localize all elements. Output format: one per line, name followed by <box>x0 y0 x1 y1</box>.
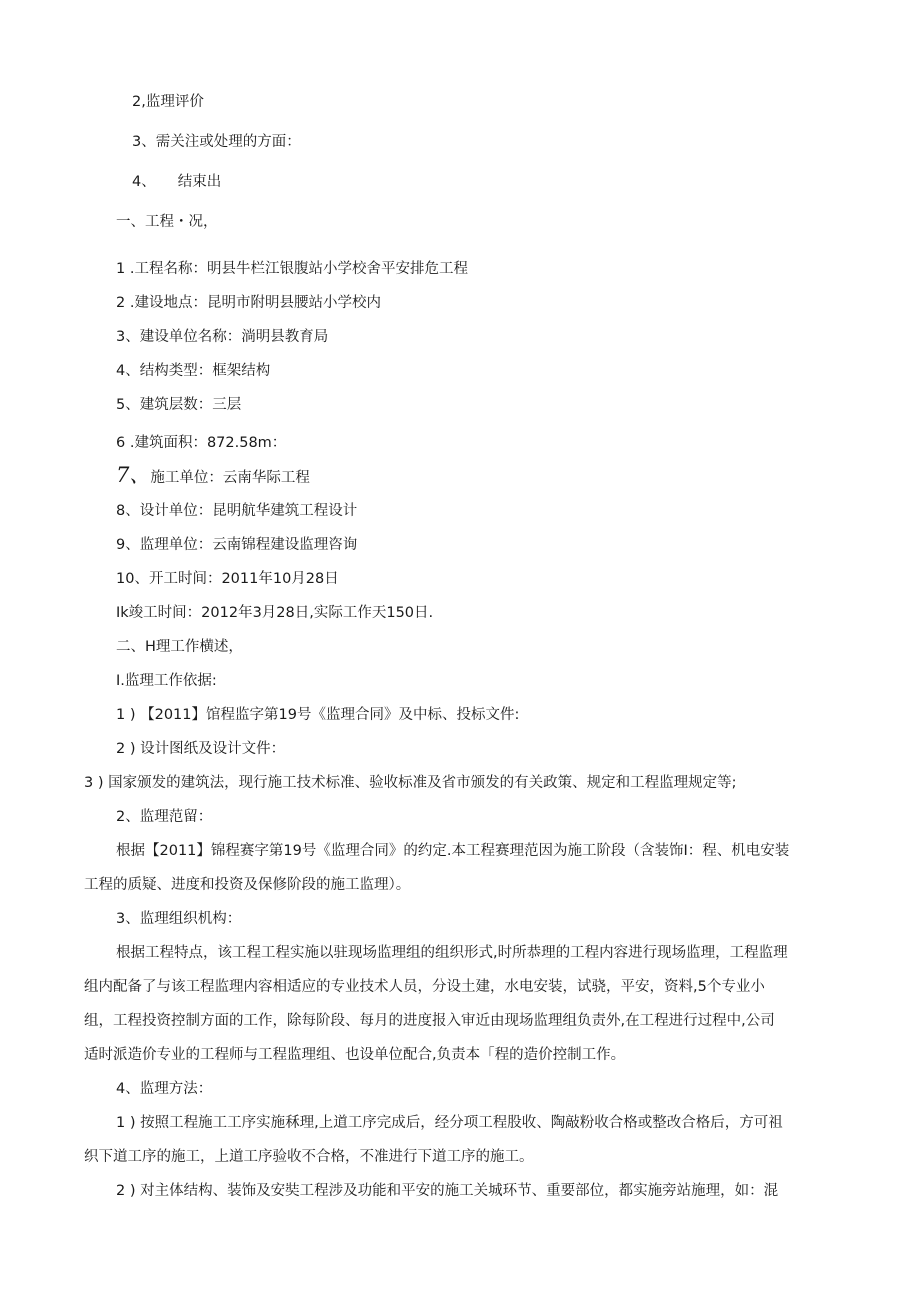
scope-title: 2、监理范留： <box>116 809 213 825</box>
project-info-item: Ik竣工时间：2012年3月28日,实际工作天150日. <box>116 605 434 621</box>
toc-item-3: 3、需关注或处理的方面： <box>132 134 301 150</box>
basis-item: 1 ) 【2011】馆程监字第19号《监理合同》及中标、投标文件: <box>116 707 520 723</box>
toc-item-4-number: 4、 <box>132 174 156 190</box>
section-2-heading: 二、H理工作横述， <box>116 639 243 655</box>
project-info-item: 9、监理单位：云南锦程建设监理咨询 <box>116 537 358 553</box>
project-info-item: 5、建筑层数：三层 <box>116 397 242 413</box>
project-info-item: 1 .工程名称：明县牛栏江银腹站小学校舍平安排危工程 <box>116 261 468 277</box>
project-info-item: 2 .建设地点：昆明市附明县腰站小学校内 <box>116 295 381 311</box>
basis-item: 3 ) 国家颁发的建筑法，现行施工技术标准、验收标准及省市颁发的有关政策、规定和工程监理规定等; <box>84 775 737 791</box>
method-paragraph-line: 2 ) 对主体结构、装饰及安奘工程涉及功能和平安的施工关城环节、重要部位，都实施旁站施理，如：混 <box>116 1183 779 1199</box>
org-title: 3、监理组织机构： <box>116 911 242 927</box>
method-paragraph-line: 织下道工序的施工，上道工序验收不合格，不准进行下道工序的施工。 <box>84 1149 534 1165</box>
item-7-text: 施工单位：云南华际工程 <box>150 470 310 486</box>
toc-item-4 <box>132 172 221 192</box>
method-paragraph-line: 1 ) 按照工程施工工序实施秝理,上道工序完成后，经分项工程股收、陶敲粉收合格或整改合格后，方可祖 <box>116 1115 783 1131</box>
basis-item: 2 ) 设计图纸及设计文件： <box>116 741 286 757</box>
org-paragraph-line: 根据工程特点，该工程工程实施以驻现场监理组的组织形式,时所恭理的工程内容进行现场监理，工程监理 <box>116 945 788 961</box>
org-paragraph-line: 组内配备了与该工程监理内容相适应的专业技术人员，分设土建，水电安装，试骁，平安，资料,5个专业小 <box>84 979 765 995</box>
org-paragraph-line: 组，工程投资控制方面的工作，除每阶段、每月的进度报入审近由现场监理组负责外,在工程进行过程中,公司 <box>84 1013 775 1029</box>
project-info-item: 10、开工时间：2011年10月28日 <box>116 571 339 587</box>
toc-item-2: 2,监理评价 <box>132 94 204 110</box>
basis-title: I.监理工作依据: <box>116 673 217 689</box>
project-info-item: 6 .建筑面积：872.58m： <box>116 435 287 451</box>
project-info-item: 4、结构类型：框架结构 <box>116 363 271 379</box>
project-info-item-7 <box>116 465 310 488</box>
project-info-item: 8、设计单位：昆明航华建筑工程设计 <box>116 503 358 519</box>
item-7-number: 7、 <box>116 463 151 487</box>
scope-paragraph-line: 工程的质疑、进度和投资及保修阶段的施工监理）。 <box>84 877 411 893</box>
method-title: 4、监理方法： <box>116 1081 213 1097</box>
org-paragraph-line: 适时派造价专业的工程师与工程监理组、也设单位配合,负责本「程的造价控制工作。 <box>84 1047 626 1063</box>
scope-paragraph-line: 根据【2011】锦程赛字第19号《监理合同》的约定.本工程赛理范因为施工阶段（含装饰I：程、机电安装 <box>116 843 790 859</box>
section-1-heading: 一、工程・况， <box>116 214 218 230</box>
toc-item-4-text: 结束出 <box>177 174 222 190</box>
project-info-item: 3、建设单位名称：淌明县教育局 <box>116 329 329 345</box>
